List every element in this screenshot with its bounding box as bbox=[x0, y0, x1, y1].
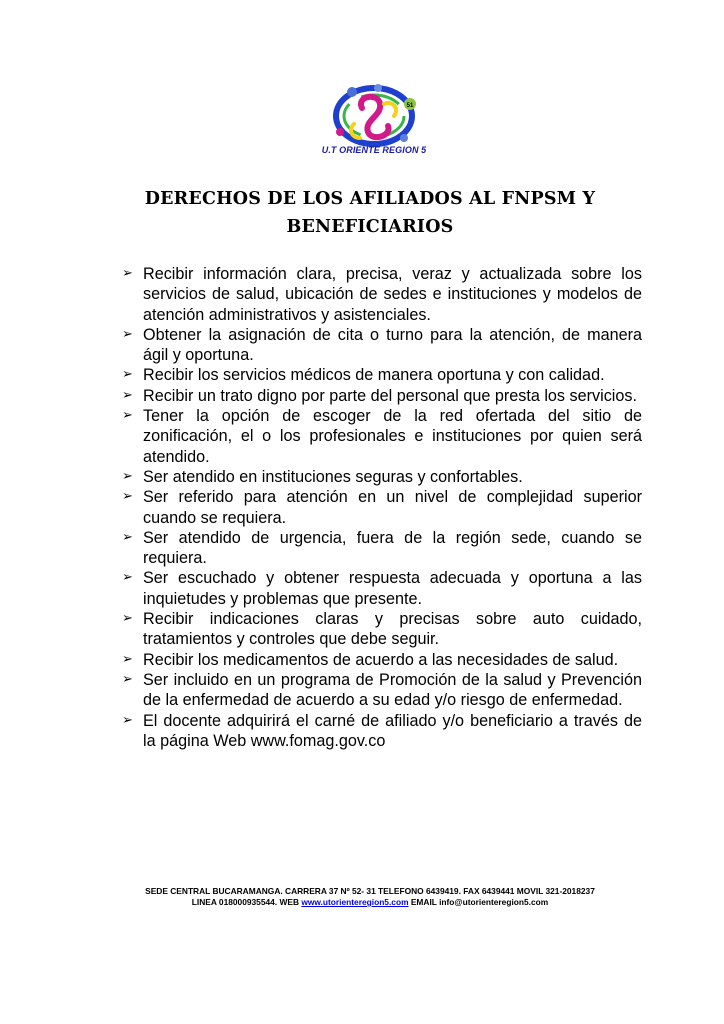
list-item bbox=[122, 406, 642, 467]
list-item-text: Recibir información clara, precisa, veraz y actualizada sobre los servicios de salud, ubicación de sedes e instituciones y modelos de atención administrativos y asistenciales. bbox=[143, 265, 642, 324]
list-item-text: Ser atendido en instituciones seguras y confortables. bbox=[143, 467, 523, 486]
arrow-bullet-icon: ➢ bbox=[122, 529, 133, 545]
arrow-bullet-icon: ➢ bbox=[122, 671, 133, 687]
list-item bbox=[122, 365, 642, 385]
arrow-bullet-icon: ➢ bbox=[122, 326, 133, 342]
website-link[interactable]: www.utorienteregion5.com bbox=[301, 897, 409, 907]
list-item bbox=[122, 467, 642, 487]
list-item-text: Recibir los servicios médicos de manera oportuna y con calidad. bbox=[143, 366, 605, 385]
list-item-text: Tener la opción de escoger de la red ofertada del sitio de zonificación, el o los profesionales e instituciones por quien será atendido. bbox=[143, 407, 642, 466]
document-title: DERECHOS DE LOS AFILIADOS AL FNPSM Y BENEFICIARIOS bbox=[144, 189, 596, 237]
list-item-text: Ser incluido en un programa de Promoción de la salud y Prevención de la enfermedad de acuerdo a su edad y/o riesgo de enfermedad. bbox=[143, 670, 642, 710]
list-item bbox=[122, 568, 642, 609]
list-item bbox=[122, 670, 642, 711]
footer-address-line: SEDE CENTRAL BUCARAMANGA. CARRERA 37 Nº 52- 31 TELEFONO 6439419. FAX 6439441 MOVIL 321-2018237 bbox=[145, 886, 595, 896]
arrow-bullet-icon: ➢ bbox=[122, 570, 133, 586]
list-item-text: Ser referido para atención en un nivel de complejidad superior cuando se requiera. bbox=[143, 488, 642, 527]
arrow-bullet-icon: ➢ bbox=[122, 651, 133, 667]
arrow-bullet-icon: ➢ bbox=[122, 489, 133, 505]
arrow-bullet-icon: ➢ bbox=[122, 266, 133, 281]
arrow-bullet-icon: ➢ bbox=[122, 712, 133, 728]
list-item-text: Obtener la asignación de cita o turno para la atención, de manera ágil y oportuna. bbox=[143, 325, 642, 365]
list-item-text: Ser atendido de urgencia, fuera de la región sede, cuando se requiera. bbox=[143, 528, 642, 568]
list-item bbox=[122, 609, 642, 650]
footer-contact-line bbox=[60, 897, 680, 908]
footer-phone-line: LINEA 018000935544. WEB bbox=[191, 897, 302, 907]
list-item-text: Recibir un trato digno por parte del personal que presta los servicios. bbox=[143, 386, 637, 405]
rights-list bbox=[122, 264, 642, 751]
list-item-text: El docente adquirirá el carné de afiliado y/o beneficiario a través de la página Web www.fomag.gov.co bbox=[143, 711, 642, 750]
list-item bbox=[122, 487, 642, 528]
list-item bbox=[122, 264, 642, 325]
page-footer bbox=[60, 886, 680, 908]
arrow-bullet-icon: ➢ bbox=[122, 611, 133, 627]
list-item bbox=[122, 325, 642, 366]
logo-caption: U.T ORIENTE REGION 5 bbox=[321, 145, 427, 155]
list-item-text: Recibir indicaciones claras y precisas sobre auto cuidado, tratamientos y controles que debe seguir. bbox=[143, 610, 642, 649]
logo-badge: 51 bbox=[406, 103, 414, 109]
arrow-bullet-icon: ➢ bbox=[122, 408, 133, 424]
footer-email: EMAIL info@utorienteregion5.com bbox=[408, 897, 549, 907]
list-item-text: Recibir los medicamentos de acuerdo a las necesidades de salud. bbox=[143, 650, 619, 669]
list-item bbox=[122, 650, 642, 670]
list-item bbox=[122, 386, 642, 406]
arrow-bullet-icon: ➢ bbox=[122, 387, 133, 403]
arrow-bullet-icon: ➢ bbox=[122, 367, 133, 383]
list-item bbox=[122, 528, 642, 569]
arrow-bullet-icon: ➢ bbox=[122, 468, 133, 484]
list-item bbox=[122, 711, 642, 752]
list-item-text: Ser escuchado y obtener respuesta adecuada y oportuna a las inquietudes y problemas que presente. bbox=[143, 569, 642, 608]
